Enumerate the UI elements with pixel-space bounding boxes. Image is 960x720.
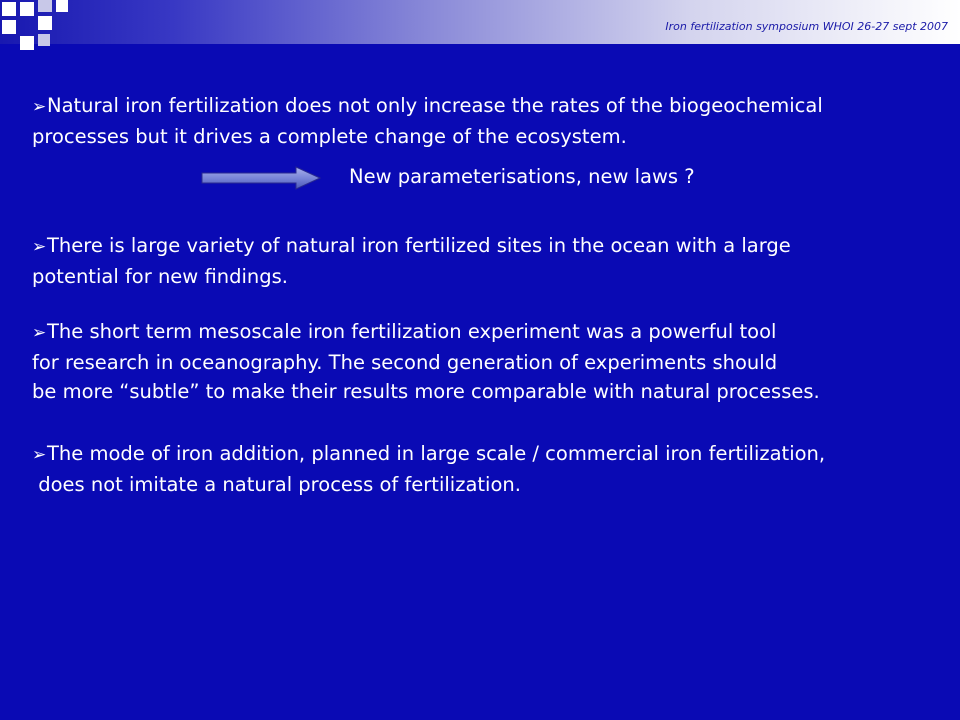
- bullet-point-2: [32, 231, 791, 291]
- bullet-arrow-icon: ➢: [32, 323, 47, 343]
- bullet-point-4: [32, 439, 825, 499]
- bullet-arrow-icon: ➢: [32, 237, 47, 257]
- right-arrow-icon: [200, 166, 322, 190]
- bullet-point-3-line-2: for research in oceanography. The second generation of experiments should: [32, 351, 778, 374]
- bullet-point-3-line-1: The short term mesoscale iron fertilization experiment was a powerful tool: [47, 320, 777, 343]
- header-title: Iron fertilization symposium WHOI 26-27 sept 2007: [665, 20, 948, 33]
- bullet-point-1-line-2: processes but it drives a complete change of the ecosystem.: [32, 125, 627, 148]
- corner-squares-decoration: [0, 0, 70, 60]
- bullet-point-2-line-2: potential for new findings.: [32, 265, 288, 288]
- bullet-point-4-line-1: The mode of iron addition, planned in large scale / commercial iron fertilization,: [47, 442, 826, 465]
- bullet-point-4-line-2: does not imitate a natural process of fertilization.: [32, 473, 521, 496]
- bullet-point-2-line-1: There is large variety of natural iron fertilized sites in the ocean with a large: [47, 234, 791, 257]
- bullet-arrow-icon: ➢: [32, 97, 47, 117]
- bullet-point-3: [32, 317, 820, 406]
- conclusion-text: New parameterisations, new laws ?: [349, 165, 695, 188]
- bullet-arrow-icon: ➢: [32, 445, 47, 465]
- bullet-point-1: [32, 91, 823, 151]
- bullet-point-1-line-1: Natural iron fertilization does not only increase the rates of the biogeochemical: [47, 94, 823, 117]
- bullet-point-3-line-3: be more “subtle” to make their results more comparable with natural processes.: [32, 380, 820, 403]
